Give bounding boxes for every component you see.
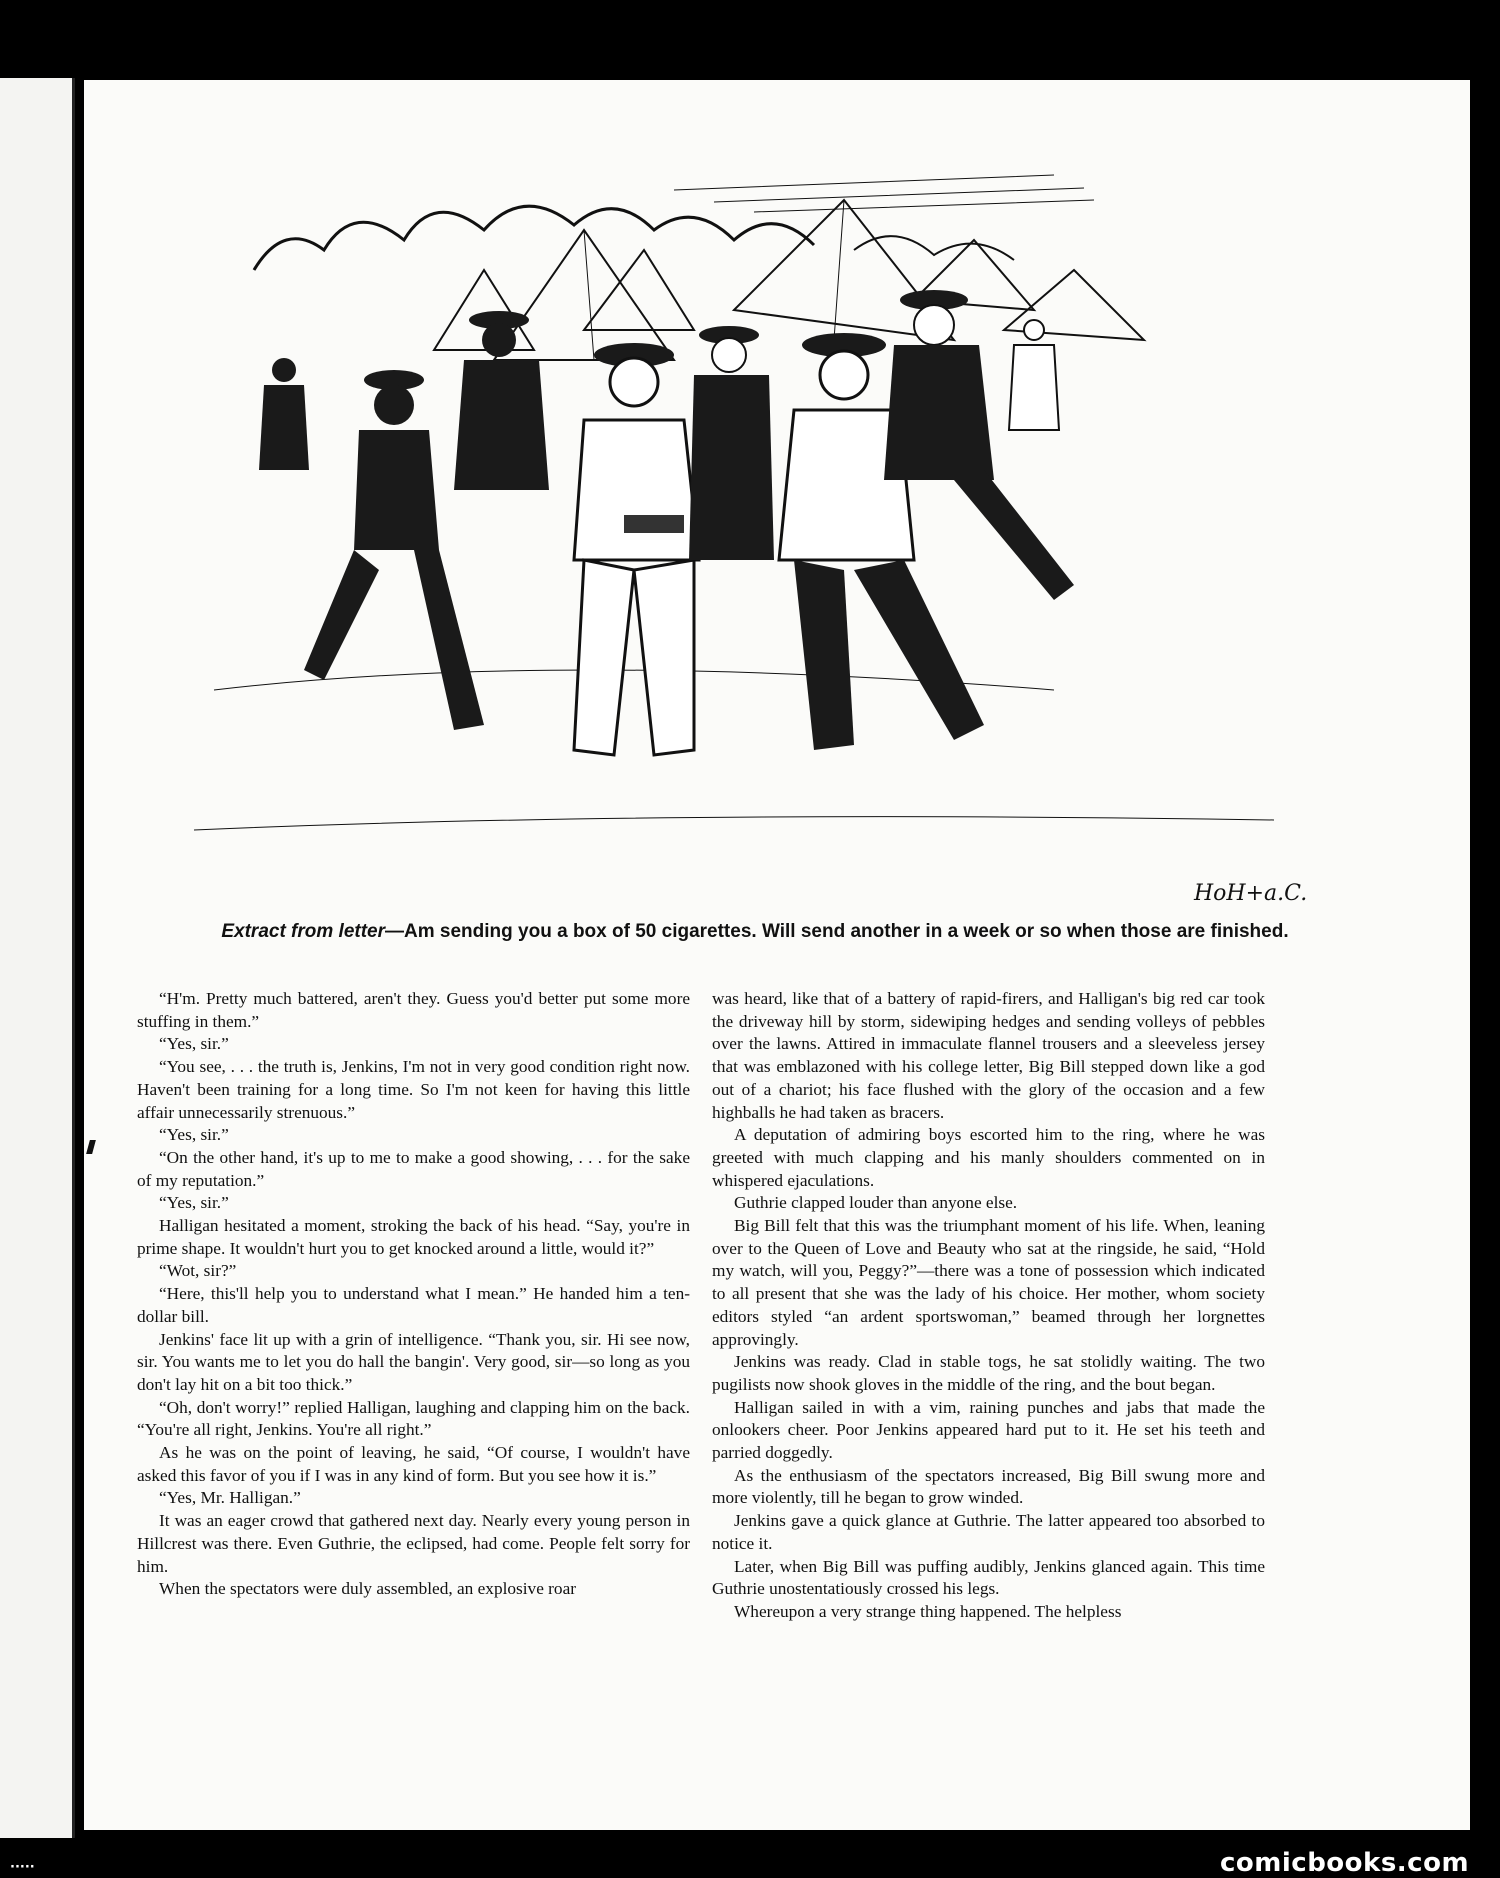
paragraph: “Oh, don't worry!” replied Halligan, laughing and clapping him on the back. “You're all right, Jenkins. You're all right.” bbox=[137, 1397, 690, 1440]
paragraph: Halligan hesitated a moment, stroking the back of his head. “Say, you're in prime shape. It wouldn't hurt you to get knocked around a little, would it?” bbox=[137, 1216, 690, 1258]
facing-page-edge bbox=[0, 78, 75, 1840]
site-watermark: comicbooks.com bbox=[1220, 1848, 1470, 1878]
caption-text: —Am sending you a box of 50 cigarettes. Will send another in a week or so when those are finished. bbox=[385, 921, 1289, 942]
paragraph: Guthrie clapped louder than anyone else. bbox=[734, 1193, 1018, 1213]
paragraph: Jenkins was ready. Clad in stable togs, he sat stolidly waiting. The two pugilists now shook gloves in the middle of the ring, and the bout began. bbox=[712, 1352, 1265, 1394]
illustration-drawing bbox=[154, 130, 1314, 925]
paragraph: “You see, . . . the truth is, Jenkins, I'm not in very good condition right now. Haven't been training for a long time. So I'm not keen for having this little affair unnecessarily strenuous.” bbox=[137, 1057, 690, 1122]
paragraph: “Yes, sir.” bbox=[159, 1125, 229, 1145]
paragraph: It was an eager crowd that gathered next day. Nearly every young person in Hillcrest was there. Even Guthrie, the eclipsed, had come. People felt sorry for him. bbox=[137, 1511, 690, 1576]
paragraph: When the spectators were duly assembled, an explosive roar bbox=[159, 1579, 577, 1599]
paragraph: “Yes, sir.” bbox=[159, 1034, 229, 1054]
paragraph: As the enthusiasm of the spectators increased, Big Bill swung more and more violently, till he began to grow winded. bbox=[712, 1465, 1265, 1508]
illustration-signature: HoH+a.C. bbox=[1194, 881, 1308, 906]
caption-lead: Extract from letter bbox=[221, 921, 386, 942]
paragraph: Big Bill felt that this was the triumphant moment of his life. When, leaning over to the Queen of Love and Beauty who sat at the ringside, he said, “Hold my watch, will you, Peggy?”—there was a tone of possession which indicated to all present that she was the lady of his choice. Her mother, whom society editors styled “an ardent sportswoman,” beamed through her lorgnettes approvingly. bbox=[712, 1216, 1265, 1349]
paragraph: was heard, like that of a battery of rapid-firers, and Halligan's big red car took the driveway hill by storm, sidewiping hedges and sending volleys of pebbles over the lawns. Attired in immaculate flannel trousers and a sleeveless jersey that was emblazoned with his college letter, Big Bill stepped down like a god out of a chariot; his face flushed with the glory of the occasion and a few highballs he had taken as bracers. bbox=[712, 989, 1265, 1122]
paragraph: “Yes, Mr. Halligan.” bbox=[159, 1488, 301, 1508]
paragraph: “Here, this'll help you to understand what I mean.” He handed him a ten-dollar bill. bbox=[137, 1284, 690, 1326]
paragraph: “H'm. Pretty much battered, aren't they. Guess you'd better put some more stuffing in them.” bbox=[137, 989, 690, 1031]
corner-tag: ····· bbox=[10, 1860, 35, 1875]
paragraph: Later, when Big Bill was puffing audibly, Jenkins glanced again. This time Guthrie unostentatiously crossed his legs. bbox=[712, 1556, 1265, 1599]
camp-illustration bbox=[154, 130, 1314, 925]
paragraph: Jenkins gave a quick glance at Guthrie. The latter appeared too absorbed to notice it. bbox=[712, 1511, 1265, 1553]
paragraph: Jenkins' face lit up with a grin of intelligence. “Thank you, sir. Hi see now, sir. You wants me to let you do hall the bangin'. Very good, sir—so long as you don't lay hit on a bit too thick.” bbox=[137, 1329, 690, 1394]
paragraph: As he was on the point of leaving, he said, “Of course, I wouldn't have asked this favor of you if I was in any kind of form. But you see how it is.” bbox=[137, 1443, 690, 1485]
paragraph: Halligan sailed in with a vim, raining punches and jabs that made the onlookers cheer. Poor Jenkins appeared hard put to it. He set his teeth and parried doggedly. bbox=[712, 1397, 1265, 1463]
paragraph: “Yes, sir.” bbox=[159, 1193, 229, 1213]
paragraph: “On the other hand, it's up to me to make a good showing, . . . for the sake of my reputation.” bbox=[137, 1147, 690, 1190]
illustration-caption bbox=[200, 920, 1310, 943]
paragraph: “Wot, sir?” bbox=[159, 1261, 237, 1281]
paragraph: A deputation of admiring boys escorted him to the ring, where he was greeted with much clapping and his manly shoulders commented on in whispered ejaculations. bbox=[712, 1125, 1265, 1190]
left-text-column bbox=[137, 988, 690, 1601]
paragraph: Whereupon a very strange thing happened. The helpless bbox=[734, 1601, 1122, 1621]
right-text-column bbox=[712, 988, 1265, 1624]
